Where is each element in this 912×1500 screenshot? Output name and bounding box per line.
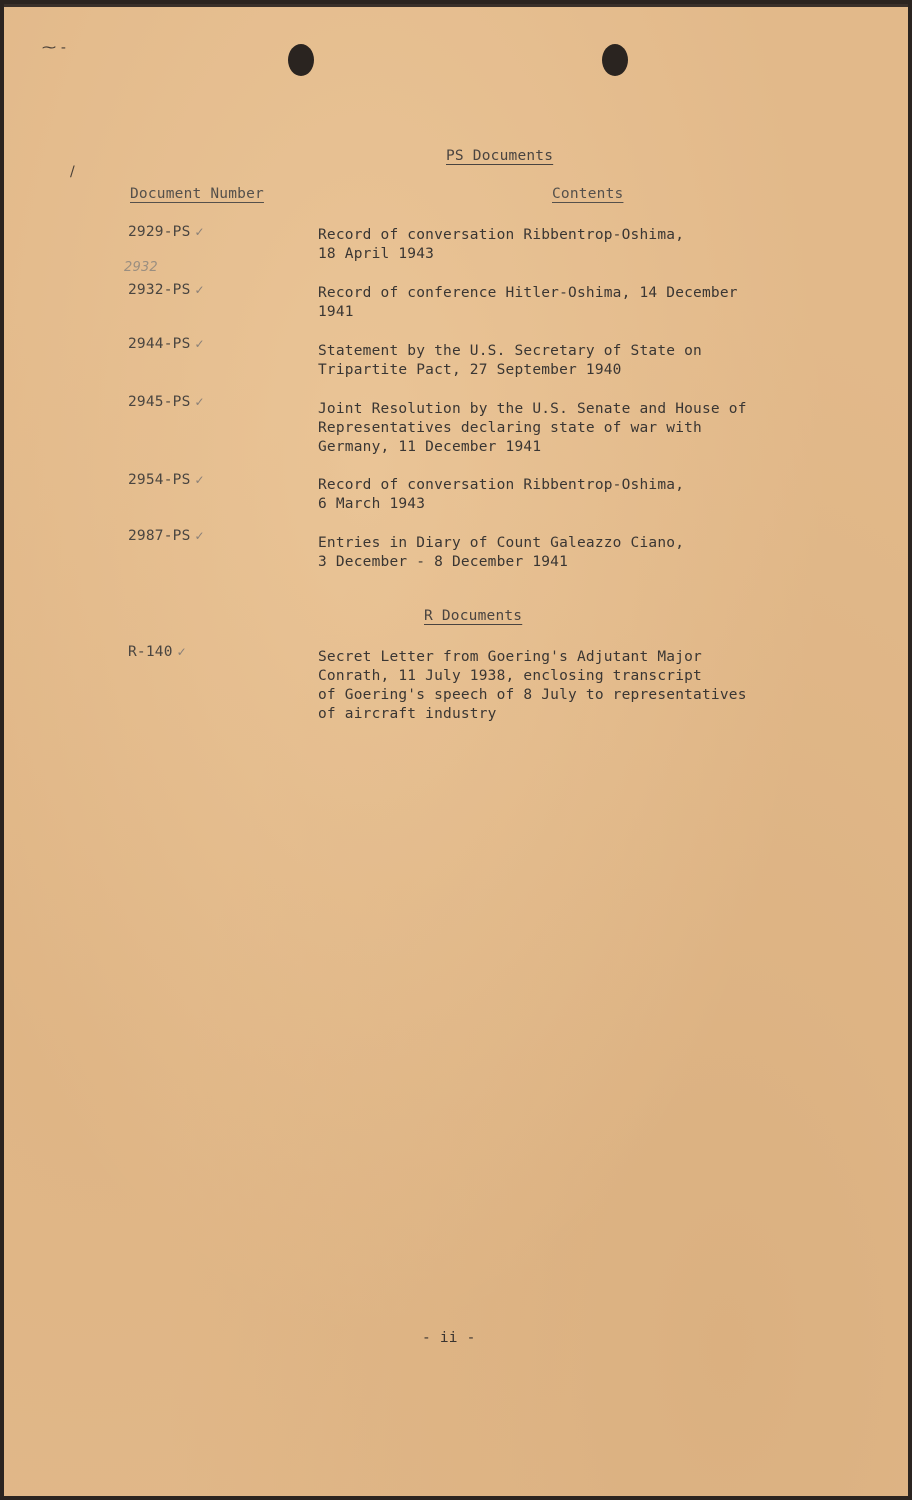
- document-number-text: 2945-PS: [128, 394, 191, 410]
- check-mark-icon: ✓: [194, 395, 205, 409]
- check-mark-icon: ✓: [194, 529, 205, 543]
- ps-documents-heading: PS Documents: [446, 148, 554, 164]
- document-number-text: R-140: [128, 644, 173, 660]
- document-number-text: 2954-PS: [128, 472, 191, 488]
- document-contents: Statement by the U.S. Secretary of State on Tripartite Pact, 27 September 1940: [318, 343, 702, 378]
- document-contents: Secret Letter from Goering's Adjutant Major Conrath, 11 July 1938, enclosing transcript of Goering's speech of 8 July to representatives of aircraft industry: [318, 649, 747, 722]
- handwritten-note: 2932: [124, 260, 158, 275]
- document-number: [128, 282, 205, 298]
- punch-hole-right: [602, 44, 628, 76]
- document-number: [128, 472, 205, 488]
- check-mark-icon: ✓: [194, 283, 205, 297]
- page-top-edge: [4, 4, 908, 7]
- document-number: [128, 528, 205, 544]
- pencil-mark: ⁓ ‐: [42, 40, 67, 56]
- document-contents: Joint Resolution by the U.S. Senate and House of Representatives declaring state of war with Germany, 11 December 1941: [318, 401, 747, 455]
- contents-column-header: Contents: [552, 186, 624, 202]
- document-contents: Record of conversation Ribbentrop-Oshima, 18 April 1943: [318, 227, 685, 262]
- r-documents-heading: R Documents: [424, 608, 523, 624]
- document-number-text: 2944-PS: [128, 336, 191, 352]
- page-number: - ii -: [422, 1330, 476, 1346]
- document-contents: Entries in Diary of Count Galeazzo Ciano, 3 December - 8 December 1941: [318, 535, 685, 570]
- check-mark-icon: ✓: [194, 473, 205, 487]
- document-number-text: 2932-PS: [128, 282, 191, 298]
- document-number-column-header: Document Number: [130, 186, 264, 202]
- check-mark-icon: ✓: [194, 337, 205, 351]
- document-number: [128, 336, 205, 352]
- document-contents: Record of conference Hitler-Oshima, 14 December 1941: [318, 285, 738, 320]
- document-page: [4, 4, 908, 1496]
- check-mark-icon: ✓: [194, 225, 205, 239]
- document-number-text: 2929-PS: [128, 224, 191, 240]
- document-number: [128, 644, 187, 660]
- document-number: [128, 224, 205, 240]
- check-mark-icon: ✓: [176, 645, 187, 659]
- document-number-text: 2987-PS: [128, 528, 191, 544]
- document-number: [128, 394, 205, 410]
- document-contents: Record of conversation Ribbentrop-Oshima, 6 March 1943: [318, 477, 685, 512]
- pencil-tick: /: [70, 164, 75, 180]
- punch-hole-left: [288, 44, 314, 76]
